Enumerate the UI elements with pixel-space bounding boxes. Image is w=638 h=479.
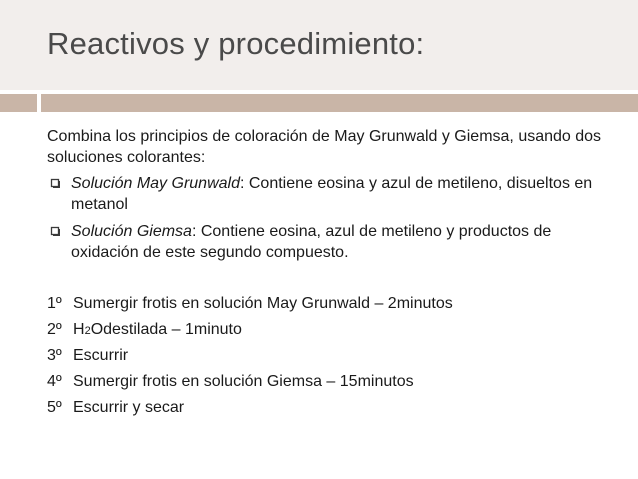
step-5: [47, 395, 607, 421]
step-number: 2º: [47, 321, 62, 338]
accent-bar-left: [0, 94, 37, 112]
bullet-text: [71, 221, 601, 263]
solution-description: : Contiene eosina, azul de metileno y productos de oxidación de este segundo compuesto.: [71, 223, 552, 261]
solution-description: : Contiene eosina y azul de metileno, disueltos en metanol: [71, 175, 593, 213]
slide-title: Reactivos y procedimiento:: [47, 26, 425, 61]
step-4: [47, 369, 607, 395]
step-number: 1º: [47, 295, 62, 312]
step-3: [47, 343, 607, 369]
hollow-square-bullet-icon: [50, 178, 60, 188]
step-text-prefix: H: [73, 321, 85, 338]
accent-bar-right: [41, 94, 638, 112]
step-text-suffix: Odestilada – 1minuto: [90, 321, 242, 338]
step-number: 3º: [47, 347, 62, 364]
hollow-square-bullet-icon: [50, 226, 60, 236]
intro-text: Combina los principios de coloración de May Grunwald y Giemsa, usando dos soluciones colorantes:: [47, 128, 602, 166]
step-number: 4º: [47, 373, 62, 390]
step-text: Escurrir: [73, 347, 129, 364]
step-text: Sumergir frotis en solución Giemsa – 15minutos: [73, 373, 414, 390]
solution-name: Solución May Grunwald: [71, 175, 240, 192]
step-number: 5º: [47, 399, 62, 416]
step-2: [47, 317, 607, 343]
procedure-steps: [47, 291, 607, 421]
step-text-subscript: 2: [84, 325, 91, 337]
step-text: Sumergir frotis en solución May Grunwald – 2minutos: [73, 295, 453, 312]
step-1: [47, 291, 607, 317]
bullet-text: [71, 173, 601, 215]
solution-name: Solución Giemsa: [71, 223, 192, 240]
step-text: Escurrir y secar: [73, 399, 185, 416]
